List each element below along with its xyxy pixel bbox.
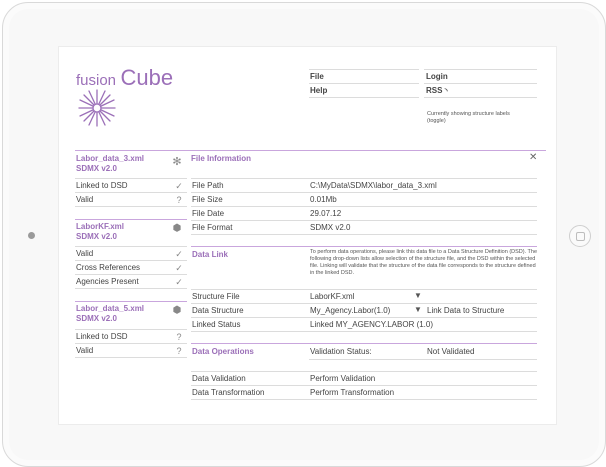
file-info-title: File Information [191,154,251,163]
file-info-label: File Path [192,181,224,190]
file3-row-label: Valid [76,346,94,355]
structure-file-label: Structure File [192,292,240,301]
file2-row-label: Valid [76,249,94,258]
nav-login[interactable]: Login [426,72,448,81]
logo-word-cube: Cube [120,65,174,90]
linked-status-value: Linked MY_AGENCY.LABOR (1.0) [310,320,434,329]
check-icon: ✓ [175,249,183,259]
file3-version: SDMX v2.0 [76,314,117,323]
file2-row-label: Cross References [76,263,141,272]
file-info-label: File Size [192,195,223,204]
tablet-frame [2,2,606,467]
nav-help[interactable]: Help [310,86,328,95]
perform-transformation-button[interactable]: Perform Transformation [310,388,395,397]
file3-row-label: Linked to DSD [76,332,128,341]
link-data-button[interactable]: Link Data to Structure [427,306,505,315]
logo-starburst-icon [77,88,117,128]
structure-file-select[interactable]: LaborKF.xml [310,292,355,301]
file-info-value: C:\MyData\SDMX\labor_data_3.xml [310,181,437,190]
data-link-title: Data Link [192,250,229,259]
file-info-label: File Format [192,223,233,232]
file1-name[interactable]: Labor_data_3.xml [76,154,145,163]
check-icon: ✓ [175,277,183,287]
file1-version: SDMX v2.0 [76,164,117,173]
file-info-label: File Date [192,209,225,218]
chevron-down-icon[interactable]: ▼ [414,291,422,300]
data-op-label: Data Transformation [192,388,265,397]
camera [28,232,35,239]
nav-file[interactable]: File [310,72,324,81]
file2-name[interactable]: LaborKF.xml [76,222,125,231]
question-icon: ? [176,195,182,205]
chevron-down-icon[interactable]: ▼ [414,305,422,314]
validation-status-label: Validation Status: [310,347,372,356]
perform-validation-button[interactable]: Perform Validation [310,374,376,383]
cube-icon: ⬢ [172,223,182,234]
question-icon: ? [176,346,182,356]
data-op-label: Data Validation [192,374,246,383]
check-icon: ✓ [175,263,183,273]
question-icon: ? [176,332,182,342]
logo-word-fusion: fusion [76,72,117,89]
file1-row-label: Linked to DSD [76,181,128,190]
rss-icon: ◝ [444,88,448,95]
file-info-value: SDMX v2.0 [310,223,351,232]
data-structure-select[interactable]: My_Agency.Labor(1.0) [310,306,391,315]
data-structure-label: Data Structure [192,306,244,315]
file2-row-label: Agencies Present [76,277,139,286]
file-info-value: 0.01Mb [310,195,337,204]
nav-rss-label: RSS [426,86,443,95]
nav-rss[interactable] [426,86,447,97]
validation-status-value: Not Validated [427,347,475,356]
linked-status-label: Linked Status [192,320,241,329]
file3-name[interactable]: Labor_data_5.xml [76,304,145,313]
home-button[interactable] [569,225,591,247]
network-icon: ✻ [172,156,182,168]
labels-toggle-note[interactable]: Currently showing structure labels (toggle) [427,111,510,124]
data-link-description: To perform data operations, please link this data file to a Data Structure Definition (DSD). The following drop-down lists allow selection of the structure file, and the DSD within the selected file. Linking will validate that the structure of the data file corresponds to the structure defined in the linked DSD. [310,249,538,276]
file1-row-label: Valid [76,195,94,204]
data-ops-title: Data Operations [192,347,254,356]
file2-version: SDMX v2.0 [76,232,117,241]
cube-icon: ⬢ [172,305,182,316]
check-icon: ✓ [175,181,183,191]
app-screen [58,46,557,425]
file-info-value: 29.07.12 [310,209,342,218]
close-icon[interactable]: ✕ [529,152,538,163]
